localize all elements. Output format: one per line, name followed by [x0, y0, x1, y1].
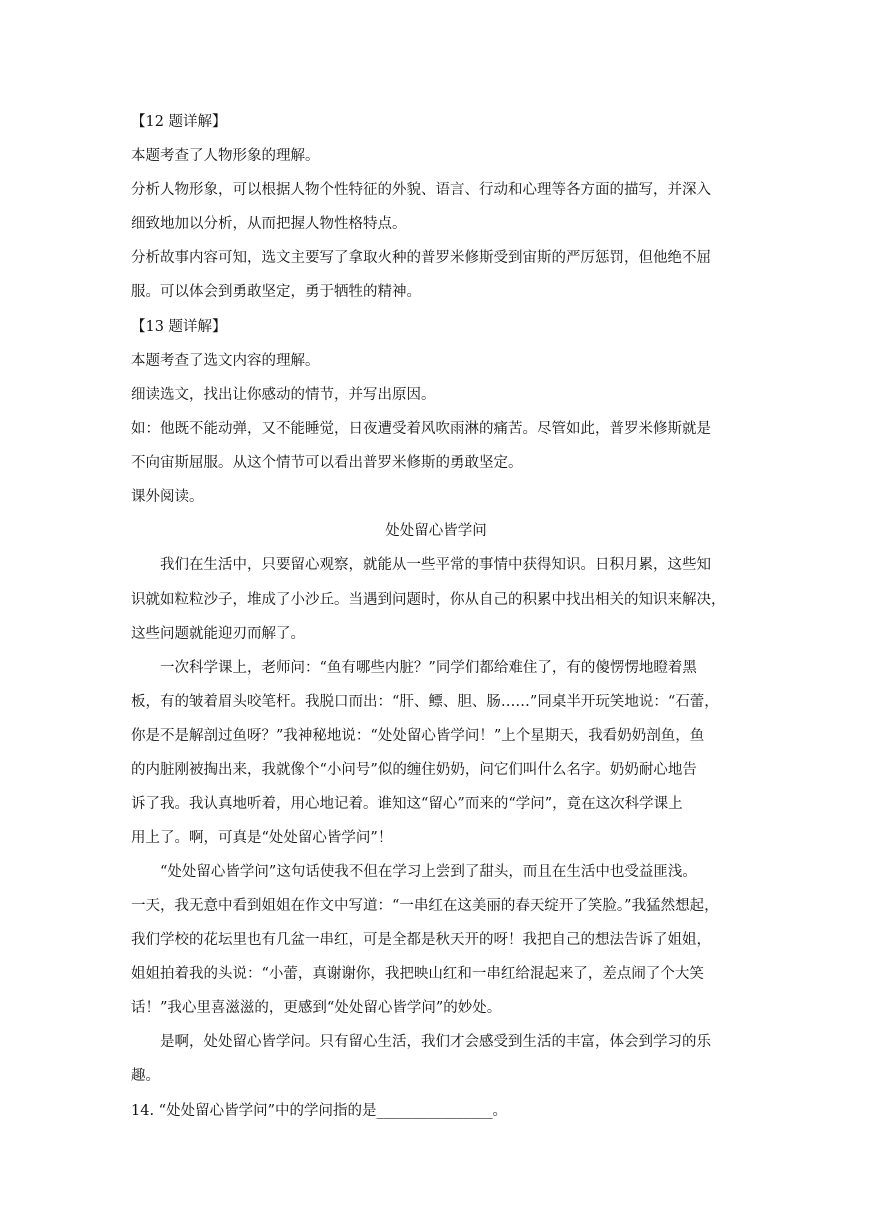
q12-paragraph-3-line-2: 服。可以体会到勇敢坚定，勇于牺牲的精神。 [131, 284, 421, 300]
article-p2-line-6: 用上了。啊，可真是“处处留心皆学问”！ [131, 830, 393, 846]
extra-reading-label: 课外阅读。 [131, 489, 204, 505]
article-p1-line-2: 识就如粒粒沙子，堆成了小沙丘。当遇到问题时，你从自己的积累中找出相关的知识来解决， [131, 592, 726, 608]
article-p2-line-2: 板，有的皱着眉头咬笔杆。我脱口而出：“肝、鳔、胆、肠……”同桌半开玩笑地说：“石蕾， [131, 694, 719, 710]
q12-header: 【12 题详解】 [131, 114, 227, 130]
article-p3-line-3: 我们学校的花坛里也有几盆一串红，可是全都是秋天开的呀！我把自己的想法告诉了姐姐， [131, 932, 711, 948]
question-14: 14. “处处留心皆学问”中的学问指的是________________。 [131, 1103, 507, 1119]
article-p1-line-3: 这些问题就能迎刃而解了。 [131, 626, 305, 642]
article-p3-line-2: 一天，我无意中看到姐姐在作文中写道：“一串红在这美丽的春天绽开了笑脸。”我猛然想起， [131, 898, 719, 914]
q13-paragraph-3-line-2: 不向宙斯屈服。从这个情节可以看出普罗米修斯的勇敢坚定。 [131, 455, 523, 471]
article-p3-line-5: 话！”我心里喜滋滋的，更感到“处处留心皆学问”的妙处。 [131, 1000, 502, 1016]
q13-paragraph-2: 细读选文，找出让你感动的情节，并写出原因。 [131, 387, 436, 403]
q13-paragraph-1: 本题考查了选文内容的理解。 [131, 353, 320, 369]
q12-paragraph-3-line-1: 分析故事内容可知，选文主要写了拿取火种的普罗米修斯受到宙斯的严厉惩罚，但他绝不屈 [131, 250, 711, 266]
article-p2-line-1: 一次科学课上，老师问：“鱼有哪些内脏？”同学们都给难住了，有的傻愣愣地瞪着黑 [160, 660, 697, 676]
q13-header: 【13 题详解】 [131, 319, 227, 335]
article-title: 处处留心皆学问 [385, 523, 487, 539]
article-p4-line-2: 趣。 [131, 1068, 160, 1084]
q12-paragraph-2-line-1: 分析人物形象，可以根据人物个性特征的外貌、语言、行动和心理等各方面的描写，并深入 [131, 182, 711, 198]
article-p2-line-4: 的内脏刚被掏出来，我就像个“小问号”似的缠住奶奶，问它们叫什么名字。奶奶耐心地告 [131, 762, 697, 778]
article-p3-line-1: “处处留心皆学问”这句话使我不但在学习上尝到了甜头，而且在生活中也受益匪浅。 [160, 864, 697, 880]
article-p2-line-5: 诉了我。我认真地听着，用心地记着。谁知这“留心”而来的“学问”，竟在这次科学课上 [131, 796, 683, 812]
article-p4-line-1: 是啊，处处留心皆学问。只有留心生活，我们才会感受到生活的丰富，体会到学习的乐 [160, 1034, 711, 1050]
article-p2-line-3: 你是不是解剖过鱼呀？”我神秘地说：“处处留心皆学问！”上个星期天，我看奶奶剖鱼，鱼 [131, 728, 705, 744]
article-p3-line-4: 姐姐拍着我的头说：“小蕾，真谢谢你，我把映山红和一串红给混起来了，差点闹了个大笑 [131, 966, 704, 982]
q13-paragraph-3-line-1: 如：他既不能动弹，又不能睡觉，日夜遭受着风吹雨淋的痛苦。尽管如此，普罗米修斯就是 [131, 421, 711, 437]
article-p1-line-1: 我们在生活中，只要留心观察，就能从一些平常的事情中获得知识。日积月累，这些知 [160, 557, 711, 573]
q12-paragraph-2-line-2: 细致地加以分析，从而把握人物性格特点。 [131, 216, 407, 232]
q12-paragraph-1: 本题考查了人物形象的理解。 [131, 148, 320, 164]
